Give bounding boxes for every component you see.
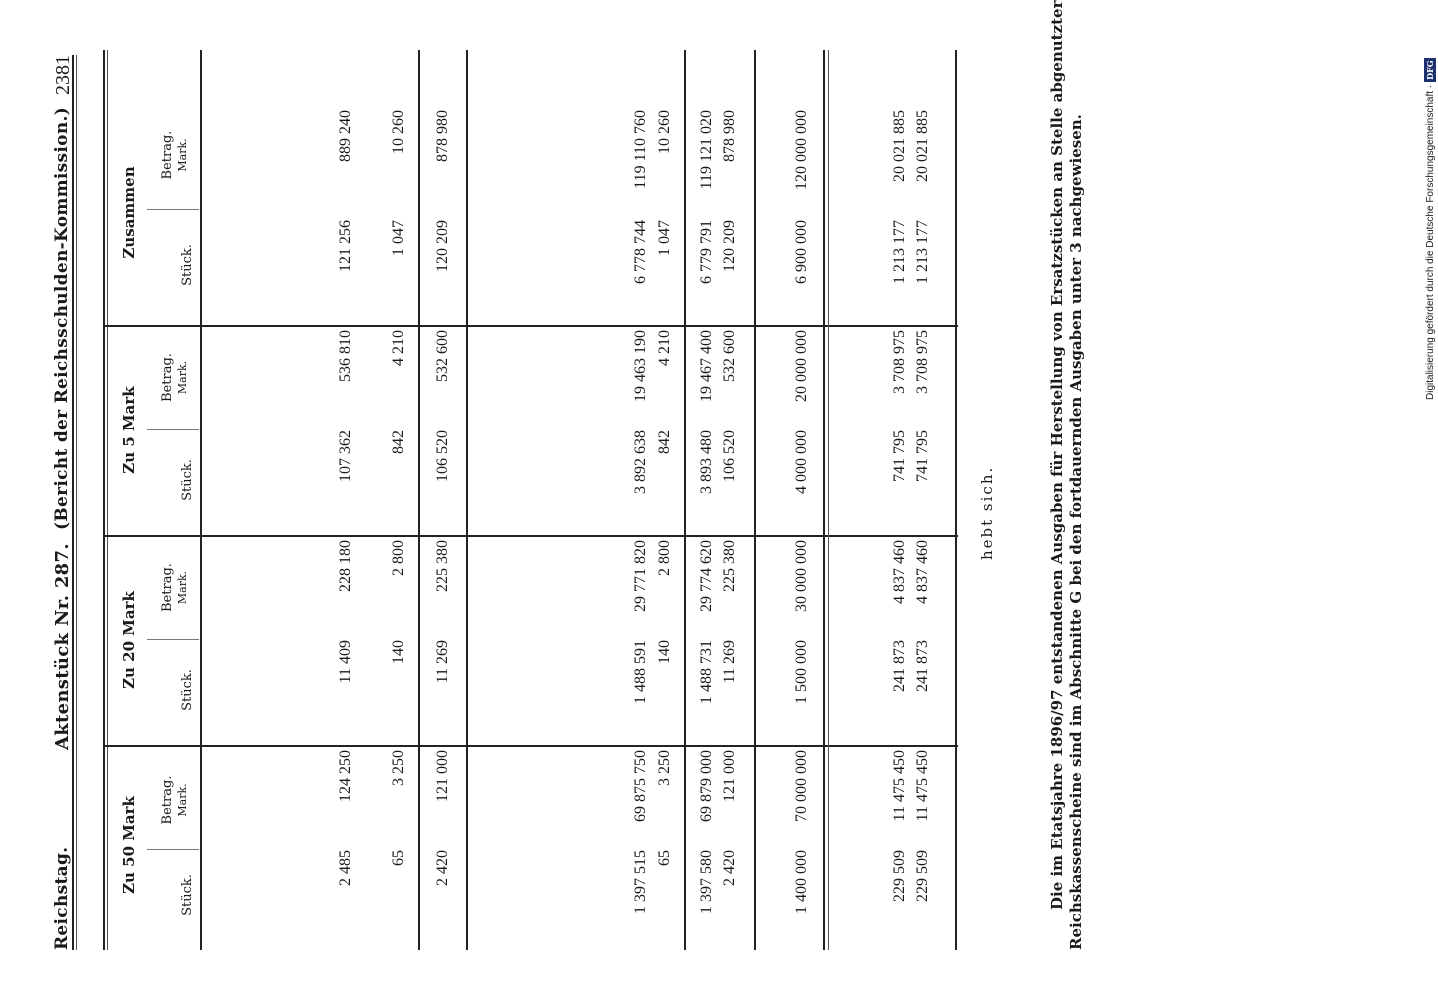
col-50-stueck: Stück. <box>180 874 195 916</box>
col-zus-mark: Mark. <box>176 138 189 172</box>
header-rule <box>72 55 74 950</box>
cell: 106 520 <box>721 430 738 482</box>
cell: 1 047 <box>390 220 407 256</box>
cell: 2 420 <box>434 850 451 886</box>
cell: 119 110 760 <box>632 110 649 189</box>
col-20-betrag: Betrag. <box>160 563 175 612</box>
header-report-title: (Bericht der Reichsschulden-Kommission.) <box>52 106 72 530</box>
table-top-rule <box>103 50 105 950</box>
table-top-rule-thin <box>107 50 108 950</box>
cell: 536 810 <box>337 330 354 382</box>
cell: 20 021 885 <box>891 110 908 182</box>
group-sep-1 <box>103 745 958 747</box>
cell: 229 509 <box>891 850 908 902</box>
cell: 1 213 177 <box>891 220 908 284</box>
dfg-logo: DFG <box>1425 60 1435 80</box>
header-reichstag: Reichstag. <box>52 846 72 950</box>
col-title-5: Zu 5 Mark <box>120 386 138 474</box>
cell: 69 879 000 <box>698 750 715 822</box>
cell: 3 708 975 <box>891 330 908 394</box>
cell: 120 209 <box>434 220 451 272</box>
cell: 1 047 <box>656 220 673 256</box>
cell: 124 250 <box>337 750 354 802</box>
sub-divider <box>147 849 199 850</box>
cell: 225 380 <box>721 540 738 592</box>
cell: 3 708 975 <box>914 330 931 394</box>
cell: 120 000 000 <box>793 110 810 190</box>
cell: 842 <box>656 430 673 454</box>
col-zus-stueck: Stück. <box>180 244 195 286</box>
cell: 4 837 460 <box>914 540 931 604</box>
cell: 2 420 <box>721 850 738 886</box>
cell: 11 475 450 <box>914 750 931 822</box>
cell: 6 779 791 <box>698 220 715 284</box>
footer-line-1: Die im Etatsjahre 1896/97 entstandenen Ausgaben für Herstellung von Ersatzstücken an Stelle abgenutzter <box>1048 0 1066 910</box>
cell: 29 774 620 <box>698 540 715 612</box>
cell: 10 260 <box>656 110 673 154</box>
cell: 532 600 <box>721 330 738 382</box>
col-50-mark: Mark. <box>176 783 189 817</box>
col-title-20: Zu 20 Mark <box>120 591 138 689</box>
cell: 1 488 591 <box>632 640 649 704</box>
cell: 741 795 <box>914 430 931 482</box>
block-rule-5 <box>823 50 825 950</box>
col-zus-betrag: Betrag. <box>160 130 175 180</box>
cell: 107 362 <box>337 430 354 482</box>
cell: 3 250 <box>656 750 673 786</box>
dfg-credit-text: Digitalisierung gefördert durch die Deutsche Forschungsgemeinschaft · <box>1425 84 1436 400</box>
group-sep-3 <box>103 325 958 327</box>
col-50-betrag: Betrag. <box>160 775 175 825</box>
sub-divider <box>147 429 199 430</box>
cell: 6 778 744 <box>632 220 649 284</box>
cell: 121 000 <box>721 750 738 802</box>
block-rule-5-thin <box>828 50 829 950</box>
block-rule-1 <box>418 50 420 950</box>
cell: 3 893 480 <box>698 430 715 494</box>
cell: 10 260 <box>390 110 407 154</box>
cell: 1 500 000 <box>793 640 810 704</box>
cell: 878 980 <box>434 110 451 162</box>
cell: 3 892 638 <box>632 430 649 494</box>
cell: 225 380 <box>434 540 451 592</box>
col-title-50: Zu 50 Mark <box>120 796 138 894</box>
cell: 19 467 400 <box>698 330 715 402</box>
cell: 4 837 460 <box>891 540 908 604</box>
cell: 1 400 000 <box>793 850 810 914</box>
block-rule-2 <box>466 50 468 950</box>
cell: 121 000 <box>434 750 451 802</box>
cell: 70 000 000 <box>793 750 810 822</box>
sub-divider <box>147 639 199 640</box>
cell: 1 213 177 <box>914 220 931 284</box>
table-bottom-rule <box>955 50 957 950</box>
cell: 6 900 000 <box>793 220 810 284</box>
footer-line-2: Reichskassenscheine sind im Abschnitte G bei den fortdauernden Ausgaben unter 3 nachgewiesen. <box>1067 114 1085 950</box>
cell: 1 397 515 <box>632 850 649 914</box>
cell: 241 873 <box>891 640 908 692</box>
cell: 229 509 <box>914 850 931 902</box>
col-title-zusammen: Zusammen <box>120 166 138 259</box>
cell: 889 240 <box>337 110 354 162</box>
header-rule-thin <box>76 55 77 950</box>
header-aktenstueck: Aktenstück Nr. 287. <box>52 543 73 750</box>
cell: 65 <box>656 850 673 866</box>
cell: 4 210 <box>656 330 673 366</box>
header-bottom-rule <box>200 50 202 950</box>
cell: 19 463 190 <box>632 330 649 402</box>
cell: 106 520 <box>434 430 451 482</box>
cell: 842 <box>390 430 407 454</box>
cell: 741 795 <box>891 430 908 482</box>
cell: 11 409 <box>337 640 354 684</box>
col-5-mark: Mark. <box>176 360 189 395</box>
cell: 140 <box>390 640 407 664</box>
cell: 20 000 000 <box>793 330 810 402</box>
cell: 532 600 <box>434 330 451 382</box>
cell: 2 800 <box>656 540 673 576</box>
cell: 121 256 <box>337 220 354 272</box>
cell: 11 475 450 <box>891 750 908 822</box>
cell: 29 771 820 <box>632 540 649 612</box>
block-rule-3 <box>684 50 686 950</box>
cell: 4 000 000 <box>793 430 810 494</box>
cell: 2 800 <box>390 540 407 576</box>
page-number: 2381 <box>52 55 74 95</box>
cell: 30 000 000 <box>793 540 810 612</box>
cell: 69 875 750 <box>632 750 649 822</box>
block-rule-4 <box>754 50 756 950</box>
hebt-sich-note: hebt sich. <box>978 465 996 560</box>
col-20-mark: Mark. <box>176 570 189 605</box>
footer-note <box>1048 0 1086 950</box>
cell: 11 269 <box>434 640 451 684</box>
cell: 1 488 731 <box>698 640 715 704</box>
cell: 878 980 <box>721 110 738 162</box>
col-5-stueck: Stück. <box>180 459 195 501</box>
col-20-stueck: Stück. <box>180 669 195 711</box>
cell: 140 <box>656 640 673 664</box>
cell: 228 180 <box>337 540 354 592</box>
cell: 120 209 <box>721 220 738 272</box>
cell: 241 873 <box>914 640 931 692</box>
dfg-credit <box>1418 8 1436 400</box>
cell: 4 210 <box>390 330 407 366</box>
cell: 65 <box>390 850 407 866</box>
cell: 2 485 <box>337 850 354 886</box>
cell: 20 021 885 <box>914 110 931 182</box>
sub-divider <box>147 209 199 210</box>
cell: 1 397 580 <box>698 850 715 914</box>
cell: 3 250 <box>390 750 407 786</box>
group-sep-2 <box>103 535 958 537</box>
col-5-betrag: Betrag. <box>160 353 175 402</box>
cell: 119 121 020 <box>698 110 715 190</box>
cell: 11 269 <box>721 640 738 684</box>
